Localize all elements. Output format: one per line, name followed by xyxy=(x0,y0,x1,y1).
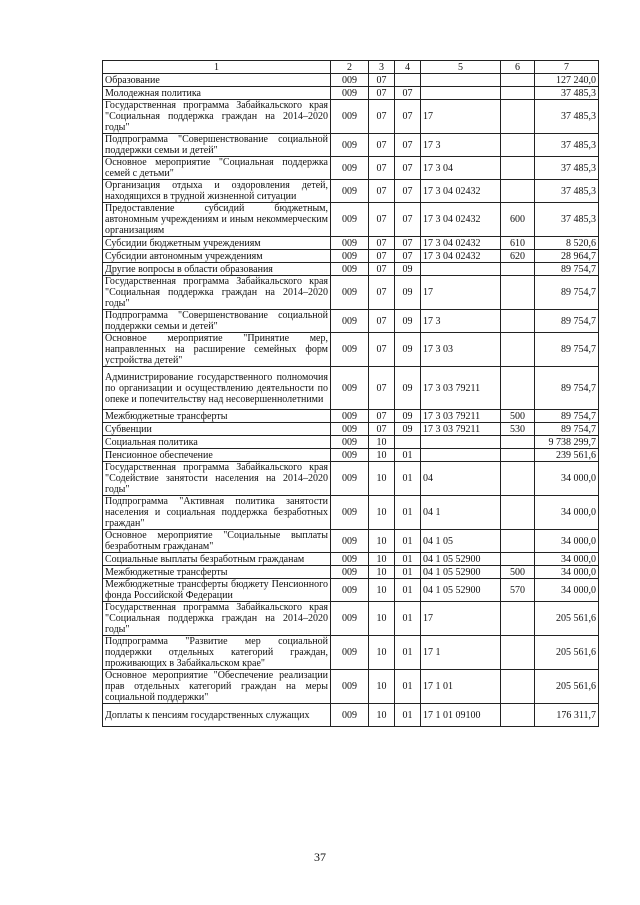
row-name: Подпрограмма "Развитие мер социальной поддержки отдельных категорий граждан, проживающих в Забайкальском крае" xyxy=(103,636,331,670)
rz-code: 009 xyxy=(331,423,369,436)
vr-code xyxy=(501,310,535,333)
psr-code: 09 xyxy=(395,333,421,367)
rz-code: 009 xyxy=(331,100,369,134)
psr-code: 07 xyxy=(395,203,421,237)
vr-code xyxy=(501,157,535,180)
amount: 205 561,6 xyxy=(535,602,599,636)
pr-code: 10 xyxy=(369,579,395,602)
vr-code xyxy=(501,553,535,566)
amount: 28 964,7 xyxy=(535,250,599,263)
rz-code: 009 xyxy=(331,87,369,100)
csr-code: 17 3 03 79211 xyxy=(421,410,501,423)
vr-code: 500 xyxy=(501,566,535,579)
amount: 8 520,6 xyxy=(535,237,599,250)
rz-code: 009 xyxy=(331,410,369,423)
psr-code xyxy=(395,74,421,87)
table-row xyxy=(103,250,599,263)
table-row xyxy=(103,566,599,579)
row-name: Подпрограмма "Совершенствование социальной поддержки семьи и детей" xyxy=(103,310,331,333)
pr-code: 07 xyxy=(369,74,395,87)
pr-code: 10 xyxy=(369,670,395,704)
row-name: Социальные выплаты безработным гражданам xyxy=(103,553,331,566)
amount: 34 000,0 xyxy=(535,496,599,530)
rz-code: 009 xyxy=(331,367,369,410)
row-name: Подпрограмма "Совершенствование социальной поддержки семьи и детей" xyxy=(103,134,331,157)
budget-table xyxy=(102,60,599,727)
table-row xyxy=(103,87,599,100)
pr-code: 10 xyxy=(369,602,395,636)
table-row xyxy=(103,636,599,670)
vr-code: 530 xyxy=(501,423,535,436)
pr-code: 07 xyxy=(369,410,395,423)
vr-code: 570 xyxy=(501,579,535,602)
rz-code: 009 xyxy=(331,670,369,704)
pr-code: 10 xyxy=(369,566,395,579)
table-row xyxy=(103,157,599,180)
csr-code: 17 1 01 09100 xyxy=(421,704,501,727)
amount: 205 561,6 xyxy=(535,670,599,704)
vr-code xyxy=(501,704,535,727)
row-name: Подпрограмма "Активная политика занятости населения и социальная поддержка безработных граждан" xyxy=(103,496,331,530)
rz-code: 009 xyxy=(331,310,369,333)
header-row xyxy=(103,61,599,74)
csr-code: 04 1 xyxy=(421,496,501,530)
csr-code: 04 1 05 52900 xyxy=(421,553,501,566)
header-col-2: 2 xyxy=(331,61,369,74)
table-row xyxy=(103,237,599,250)
amount: 176 311,7 xyxy=(535,704,599,727)
csr-code: 17 3 04 02432 xyxy=(421,180,501,203)
vr-code xyxy=(501,670,535,704)
csr-code: 17 3 xyxy=(421,310,501,333)
psr-code: 01 xyxy=(395,449,421,462)
rz-code: 009 xyxy=(331,333,369,367)
amount: 89 754,7 xyxy=(535,263,599,276)
amount: 37 485,3 xyxy=(535,100,599,134)
header-col-1: 1 xyxy=(103,61,331,74)
csr-code: 17 3 04 02432 xyxy=(421,203,501,237)
row-name: Пенсионное обеспечение xyxy=(103,449,331,462)
rz-code: 009 xyxy=(331,496,369,530)
amount: 34 000,0 xyxy=(535,579,599,602)
row-name: Социальная политика xyxy=(103,436,331,449)
csr-code: 17 3 04 02432 xyxy=(421,250,501,263)
csr-code: 17 3 04 xyxy=(421,157,501,180)
row-name: Государственная программа Забайкальского края "Социальная поддержка граждан на 2014–2020 годы" xyxy=(103,100,331,134)
psr-code: 01 xyxy=(395,496,421,530)
rz-code: 009 xyxy=(331,553,369,566)
psr-code: 09 xyxy=(395,276,421,310)
table-row xyxy=(103,74,599,87)
csr-code: 17 xyxy=(421,602,501,636)
pr-code: 10 xyxy=(369,436,395,449)
header-col-7: 7 xyxy=(535,61,599,74)
amount: 9 738 299,7 xyxy=(535,436,599,449)
vr-code xyxy=(501,496,535,530)
pr-code: 07 xyxy=(369,237,395,250)
rz-code: 009 xyxy=(331,636,369,670)
vr-code xyxy=(501,263,535,276)
header-col-6: 6 xyxy=(501,61,535,74)
amount: 205 561,6 xyxy=(535,636,599,670)
vr-code xyxy=(501,333,535,367)
pr-code: 10 xyxy=(369,449,395,462)
table-row xyxy=(103,263,599,276)
vr-code xyxy=(501,100,535,134)
psr-code: 01 xyxy=(395,636,421,670)
psr-code: 01 xyxy=(395,566,421,579)
psr-code: 07 xyxy=(395,237,421,250)
row-name: Субсидии автономным учреждениям xyxy=(103,250,331,263)
header-col-4: 4 xyxy=(395,61,421,74)
pr-code: 07 xyxy=(369,310,395,333)
rz-code: 009 xyxy=(331,566,369,579)
csr-code: 17 3 04 02432 xyxy=(421,237,501,250)
csr-code: 04 1 05 52900 xyxy=(421,579,501,602)
amount: 34 000,0 xyxy=(535,553,599,566)
csr-code xyxy=(421,263,501,276)
table-row xyxy=(103,276,599,310)
vr-code xyxy=(501,436,535,449)
csr-code: 04 1 05 xyxy=(421,530,501,553)
row-name: Другие вопросы в области образования xyxy=(103,263,331,276)
row-name: Государственная программа Забайкальского края "Социальная поддержка граждан на 2014–2020 годы" xyxy=(103,276,331,310)
amount: 34 000,0 xyxy=(535,530,599,553)
row-name: Основное мероприятие "Обеспечение реализации прав отдельных категорий граждан на меры социальной поддержки" xyxy=(103,670,331,704)
header-col-3: 3 xyxy=(369,61,395,74)
amount: 37 485,3 xyxy=(535,203,599,237)
rz-code: 009 xyxy=(331,704,369,727)
rz-code: 009 xyxy=(331,462,369,496)
rz-code: 009 xyxy=(331,602,369,636)
rz-code: 009 xyxy=(331,134,369,157)
psr-code: 01 xyxy=(395,579,421,602)
pr-code: 07 xyxy=(369,134,395,157)
pr-code: 10 xyxy=(369,636,395,670)
psr-code: 01 xyxy=(395,704,421,727)
psr-code: 07 xyxy=(395,250,421,263)
vr-code: 500 xyxy=(501,410,535,423)
table-row xyxy=(103,530,599,553)
row-name: Государственная программа Забайкальского края "Социальная поддержка граждан на 2014–2020 годы" xyxy=(103,602,331,636)
vr-code: 600 xyxy=(501,203,535,237)
psr-code: 01 xyxy=(395,553,421,566)
vr-code xyxy=(501,367,535,410)
table-body xyxy=(103,74,599,727)
table-row xyxy=(103,670,599,704)
amount: 89 754,7 xyxy=(535,423,599,436)
amount: 34 000,0 xyxy=(535,462,599,496)
psr-code: 07 xyxy=(395,100,421,134)
vr-code xyxy=(501,134,535,157)
table-row xyxy=(103,436,599,449)
table-row xyxy=(103,449,599,462)
row-name: Основное мероприятие "Принятие мер, направленных на расширение семейных форм устройства детей" xyxy=(103,333,331,367)
pr-code: 07 xyxy=(369,100,395,134)
psr-code: 09 xyxy=(395,263,421,276)
csr-code: 17 1 01 xyxy=(421,670,501,704)
psr-code: 01 xyxy=(395,602,421,636)
table-row xyxy=(103,462,599,496)
csr-code: 17 3 xyxy=(421,134,501,157)
csr-code xyxy=(421,74,501,87)
vr-code: 620 xyxy=(501,250,535,263)
amount: 37 485,3 xyxy=(535,134,599,157)
rz-code: 009 xyxy=(331,449,369,462)
table-row xyxy=(103,496,599,530)
table-row xyxy=(103,423,599,436)
pr-code: 10 xyxy=(369,462,395,496)
pr-code: 07 xyxy=(369,276,395,310)
rz-code: 009 xyxy=(331,530,369,553)
amount: 37 485,3 xyxy=(535,180,599,203)
vr-code xyxy=(501,530,535,553)
psr-code: 01 xyxy=(395,670,421,704)
rz-code: 009 xyxy=(331,180,369,203)
row-name: Субсидии бюджетным учреждениям xyxy=(103,237,331,250)
row-name: Основное мероприятие "Социальная поддержка семей с детьми" xyxy=(103,157,331,180)
csr-code: 04 1 05 52900 xyxy=(421,566,501,579)
page-number: 37 xyxy=(314,850,326,864)
row-name: Администрирование государственного полномочия по организации и осуществлению деятельности по опеке и попечительству над несовершеннолетними xyxy=(103,367,331,410)
pr-code: 07 xyxy=(369,180,395,203)
row-name: Доплаты к пенсиям государственных служащих xyxy=(103,704,331,727)
pr-code: 07 xyxy=(369,333,395,367)
table-row xyxy=(103,134,599,157)
row-name: Основное мероприятие "Социальные выплаты безработным гражданам" xyxy=(103,530,331,553)
pr-code: 07 xyxy=(369,263,395,276)
row-name: Межбюджетные трансферты xyxy=(103,566,331,579)
vr-code xyxy=(501,276,535,310)
csr-code xyxy=(421,436,501,449)
row-name: Организация отдыха и оздоровления детей, находящихся в трудной жизненной ситуации xyxy=(103,180,331,203)
header-col-5: 5 xyxy=(421,61,501,74)
vr-code xyxy=(501,87,535,100)
vr-code: 610 xyxy=(501,237,535,250)
rz-code: 009 xyxy=(331,276,369,310)
table-row xyxy=(103,579,599,602)
table-header xyxy=(103,61,599,74)
table-row xyxy=(103,553,599,566)
psr-code: 01 xyxy=(395,530,421,553)
table-row xyxy=(103,367,599,410)
rz-code: 009 xyxy=(331,436,369,449)
table-row xyxy=(103,310,599,333)
amount: 89 754,7 xyxy=(535,410,599,423)
table-row xyxy=(103,100,599,134)
pr-code: 10 xyxy=(369,496,395,530)
csr-code: 17 xyxy=(421,100,501,134)
table-row xyxy=(103,180,599,203)
amount: 89 754,7 xyxy=(535,367,599,410)
pr-code: 07 xyxy=(369,423,395,436)
row-name: Государственная программа Забайкальского края "Содействие занятости населения на 2014–2020 годы" xyxy=(103,462,331,496)
psr-code: 07 xyxy=(395,87,421,100)
amount: 239 561,6 xyxy=(535,449,599,462)
csr-code: 17 3 03 xyxy=(421,333,501,367)
pr-code: 10 xyxy=(369,553,395,566)
pr-code: 10 xyxy=(369,530,395,553)
row-name: Образование xyxy=(103,74,331,87)
amount: 37 485,3 xyxy=(535,157,599,180)
rz-code: 009 xyxy=(331,203,369,237)
row-name: Межбюджетные трансферты xyxy=(103,410,331,423)
pr-code: 07 xyxy=(369,367,395,410)
psr-code: 09 xyxy=(395,367,421,410)
row-name: Субвенции xyxy=(103,423,331,436)
pr-code: 07 xyxy=(369,157,395,180)
psr-code: 09 xyxy=(395,423,421,436)
amount: 127 240,0 xyxy=(535,74,599,87)
table-row xyxy=(103,203,599,237)
amount: 37 485,3 xyxy=(535,87,599,100)
amount: 89 754,7 xyxy=(535,276,599,310)
vr-code xyxy=(501,449,535,462)
csr-code: 04 xyxy=(421,462,501,496)
psr-code: 09 xyxy=(395,410,421,423)
table-row xyxy=(103,602,599,636)
csr-code: 17 3 03 79211 xyxy=(421,423,501,436)
vr-code xyxy=(501,462,535,496)
pr-code: 10 xyxy=(369,704,395,727)
amount: 34 000,0 xyxy=(535,566,599,579)
csr-code: 17 3 03 79211 xyxy=(421,367,501,410)
table-row xyxy=(103,333,599,367)
rz-code: 009 xyxy=(331,237,369,250)
csr-code: 17 xyxy=(421,276,501,310)
rz-code: 009 xyxy=(331,157,369,180)
csr-code xyxy=(421,87,501,100)
amount: 89 754,7 xyxy=(535,333,599,367)
rz-code: 009 xyxy=(331,250,369,263)
csr-code: 17 1 xyxy=(421,636,501,670)
vr-code xyxy=(501,636,535,670)
table-row xyxy=(103,704,599,727)
vr-code xyxy=(501,602,535,636)
vr-code xyxy=(501,180,535,203)
psr-code: 07 xyxy=(395,157,421,180)
pr-code: 07 xyxy=(369,87,395,100)
rz-code: 009 xyxy=(331,74,369,87)
psr-code: 01 xyxy=(395,462,421,496)
psr-code: 07 xyxy=(395,180,421,203)
row-name: Предоставление субсидий бюджетным, автономным учреждениям и иным некоммерческим организациям xyxy=(103,203,331,237)
table-row xyxy=(103,410,599,423)
psr-code xyxy=(395,436,421,449)
amount: 89 754,7 xyxy=(535,310,599,333)
row-name: Молодежная политика xyxy=(103,87,331,100)
csr-code xyxy=(421,449,501,462)
rz-code: 009 xyxy=(331,263,369,276)
psr-code: 07 xyxy=(395,134,421,157)
row-name: Межбюджетные трансферты бюджету Пенсионного фонда Российской Федерации xyxy=(103,579,331,602)
rz-code: 009 xyxy=(331,579,369,602)
pr-code: 07 xyxy=(369,203,395,237)
pr-code: 07 xyxy=(369,250,395,263)
psr-code: 09 xyxy=(395,310,421,333)
vr-code xyxy=(501,74,535,87)
